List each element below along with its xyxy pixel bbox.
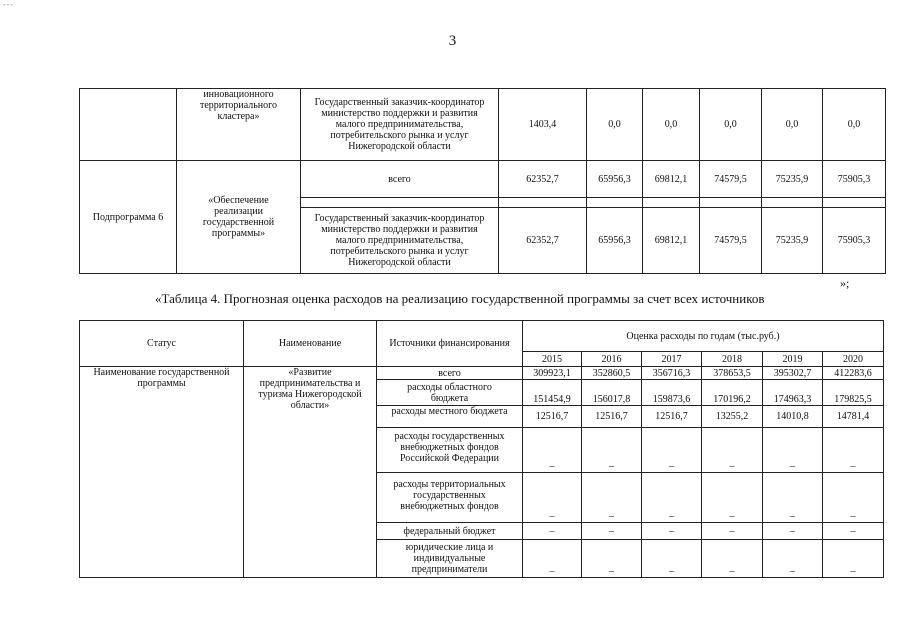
dash-cell: – <box>642 473 702 523</box>
year-header: 2018 <box>702 352 763 367</box>
value-cell: 75905,3 <box>823 208 886 274</box>
dash-cell: – <box>823 523 884 540</box>
value-cell: 412283,6 <box>823 367 884 380</box>
value-cell: 0,0 <box>643 89 700 161</box>
value-cell: 151454,9 <box>523 380 582 406</box>
value-cell: 74579,5 <box>700 161 762 198</box>
value-cell: 62352,7 <box>499 208 587 274</box>
dash-cell: – <box>642 523 702 540</box>
dash-cell: – <box>582 523 642 540</box>
dash-cell: – <box>702 473 763 523</box>
value-cell: 69812,1 <box>643 208 700 274</box>
value-cell: 62352,7 <box>499 161 587 198</box>
value-cell: 352860,5 <box>582 367 642 380</box>
value-cell: 0,0 <box>587 89 643 161</box>
value-cell: 170196,2 <box>702 380 763 406</box>
program-status-cell: Наименование государственной программы <box>80 367 244 578</box>
value-cell: 14010,8 <box>763 406 823 428</box>
source-label: юридические лица и индивидуальные предприниматели <box>377 540 523 578</box>
value-cell: 159873,6 <box>642 380 702 406</box>
spacer-cell <box>643 198 700 208</box>
source-cell: Государственный заказчик-координатор министерство поддержки и развития малого предпринимательства, потребительского рынка и услуг Нижегородской области <box>301 208 499 274</box>
header-estimate: Оценка расходы по годам (тыс.руб.) <box>523 321 884 352</box>
continuation-table <box>79 88 886 274</box>
spacer-cell <box>823 198 886 208</box>
source-label: федеральный бюджет <box>377 523 523 540</box>
dash-cell: – <box>582 473 642 523</box>
source-label: всего <box>377 367 523 380</box>
table-caption: «Таблица 4. Прогнозная оценка расходов на реализацию государственной программы за счет всех источников <box>155 291 765 306</box>
spacer-cell <box>499 198 587 208</box>
dash-cell: – <box>702 428 763 473</box>
status-cell-empty <box>80 89 177 161</box>
value-cell: 65956,3 <box>587 208 643 274</box>
value-cell: 13255,2 <box>702 406 763 428</box>
dash-cell: – <box>763 473 823 523</box>
year-header: 2017 <box>642 352 702 367</box>
value-cell: 14781,4 <box>823 406 884 428</box>
value-cell: 179825,5 <box>823 380 884 406</box>
source-label: расходы государственных внебюджетных фондов Российской Федерации <box>377 428 523 473</box>
spacer-cell <box>301 198 499 208</box>
spacer-cell <box>587 198 643 208</box>
cluster-name-cell: инновационного территориального кластера» <box>177 89 301 161</box>
dash-cell: – <box>763 523 823 540</box>
value-cell: 65956,3 <box>587 161 643 198</box>
dash-cell: – <box>523 428 582 473</box>
source-label: расходы областного бюджета <box>377 380 523 406</box>
header-sources: Источники финансирования <box>377 321 523 367</box>
value-cell: 156017,8 <box>582 380 642 406</box>
value-cell: 0,0 <box>762 89 823 161</box>
year-header: 2015 <box>523 352 582 367</box>
dash-cell: – <box>642 540 702 578</box>
spacer-cell <box>700 198 762 208</box>
forecast-table <box>79 320 884 578</box>
subprogram-status-cell: Подпрограмма 6 <box>80 161 177 274</box>
value-cell: 0,0 <box>700 89 762 161</box>
dash-cell: – <box>582 428 642 473</box>
value-cell: 1403,4 <box>499 89 587 161</box>
value-cell: 356716,3 <box>642 367 702 380</box>
value-cell: 74579,5 <box>700 208 762 274</box>
header-status: Статус <box>80 321 244 367</box>
value-cell: 12516,7 <box>642 406 702 428</box>
dash-cell: – <box>642 428 702 473</box>
spacer-cell <box>762 198 823 208</box>
value-cell: 309923,1 <box>523 367 582 380</box>
subprogram-name-cell: «Обеспечение реализации государственной программы» <box>177 161 301 274</box>
dash-cell: – <box>582 540 642 578</box>
year-header: 2016 <box>582 352 642 367</box>
dash-cell: – <box>702 540 763 578</box>
source-cell: Государственный заказчик-координатор министерство поддержки и развития малого предпринимательства, потребительского рынка и услуг Нижегородской области <box>301 89 499 161</box>
value-cell: 75905,3 <box>823 161 886 198</box>
value-cell: 75235,9 <box>762 208 823 274</box>
value-cell: 378653,5 <box>702 367 763 380</box>
dash-cell: – <box>823 428 884 473</box>
year-header: 2019 <box>763 352 823 367</box>
value-cell: 0,0 <box>823 89 886 161</box>
value-cell: 69812,1 <box>643 161 700 198</box>
program-name-cell: «Развитие предпринимательства и туризма Нижегородской области» <box>244 367 377 578</box>
dash-cell: – <box>823 540 884 578</box>
dash-cell: – <box>523 523 582 540</box>
value-cell: 395302,7 <box>763 367 823 380</box>
dash-cell: – <box>523 473 582 523</box>
header-name: Наименование <box>244 321 377 367</box>
value-cell: 12516,7 <box>582 406 642 428</box>
total-label-cell: всего <box>301 161 499 198</box>
corner-mark: --- <box>3 0 14 9</box>
value-cell: 174963,3 <box>763 380 823 406</box>
dash-cell: – <box>763 540 823 578</box>
dash-cell: – <box>702 523 763 540</box>
year-header: 2020 <box>823 352 884 367</box>
dash-cell: – <box>823 473 884 523</box>
source-label: расходы территориальных государственных внебюджетных фондов <box>377 473 523 523</box>
dash-cell: – <box>523 540 582 578</box>
page-number: 3 <box>448 33 457 49</box>
value-cell: 75235,9 <box>762 161 823 198</box>
dash-cell: – <box>763 428 823 473</box>
closing-quote: »; <box>840 276 850 290</box>
value-cell: 12516,7 <box>523 406 582 428</box>
source-label: расходы местного бюджета <box>377 406 523 428</box>
